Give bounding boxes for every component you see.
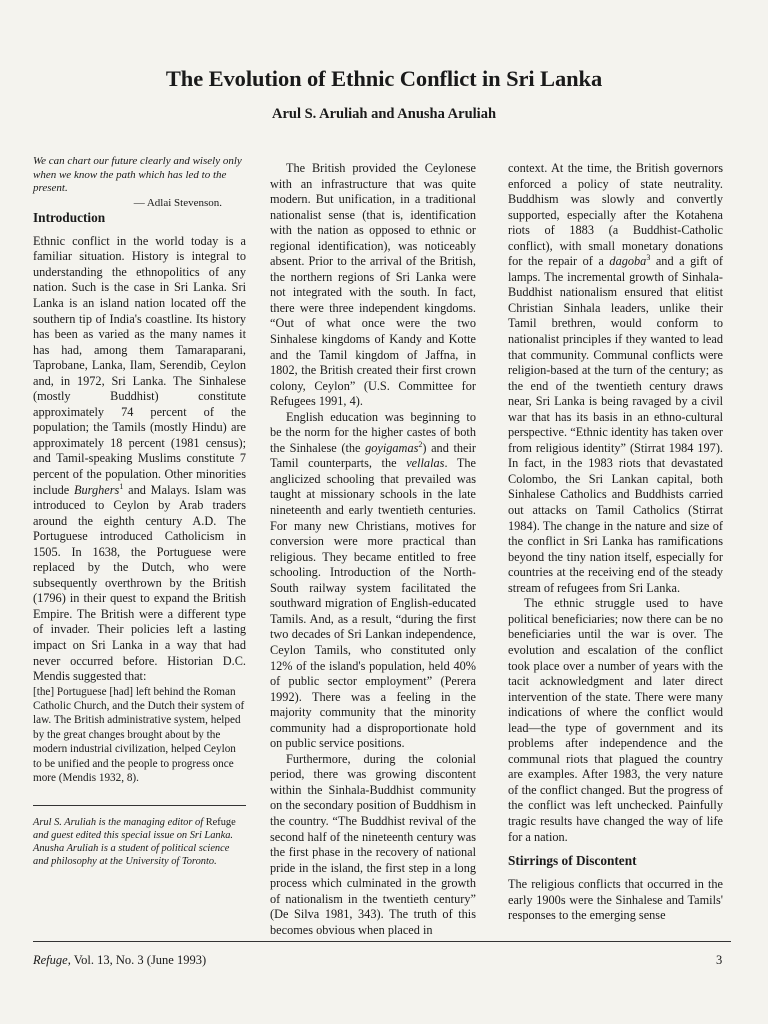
bio-arul-journal: Refuge	[205, 817, 236, 829]
term-goyigamas: goyigamas	[365, 440, 419, 455]
intro-text-b: and Malays. Islam was introduced to Ceylon by Arab traders around the eighth century A.D. The Portuguese introduced Catholicism in 1505. In 1638, the Portuguese were replaced by the Dutch, who were subsequently overthrown by the British (1796) in their quest to expand the British Empire. The British were a different type of invader. Their policies left a lasting impact on Sri Lanka in a way that had never occurred before. Historian D.C. Mendis suggested that:	[33, 482, 246, 684]
footnote-ref-3: 3	[646, 253, 651, 263]
bio-divider	[33, 805, 246, 806]
epigraph-text: We can chart our future clearly and wisely only when we know the path which has led to the present.	[33, 155, 242, 195]
column-1	[33, 155, 246, 868]
block-quote-mendis: [the] Portuguese [had] left behind the Roman Catholic Church, and the Dutch their system of law. The British administrative system, helped by the great changes brought about by the modern industrial civilization, helped Ceylon to be unified and the people to progress once more (Mendis 1932, 8).	[33, 685, 245, 785]
intro-text-a: Ethnic conflict in the world today is a familiar situation. History is integral to understanding the ethnopolitics of any nation. Such is the case in Sri Lanka. Sri Lanka is an island nation located off the southern tip of India's coastline. Its history has been as varied as the many names it has had, among them Tamaraparani, Taprobane, Lanka, Ilam, Serendib, Ceylon and, in 1972, Sri Lanka. The Sinhalese (mostly Buddhist) constitute approximately 74 percent of the population; the Tamils (mostly Hindu) are approximately 18 percent (1981 census); and Tamil-speaking Muslims constitute 7 percent of the population. Other minorities include	[33, 233, 246, 497]
article-authors: Arul S. Aruliah and Anusha Aruliah	[271, 106, 497, 122]
footnote-ref-1: 1	[119, 481, 124, 491]
bio-anusha: Anusha Aruliah is a student of political science and philosophy at the University of Toronto.	[33, 843, 230, 868]
bio-arul-a: Arul S. Aruliah is the managing editor of	[33, 817, 206, 829]
page-number: 3	[716, 953, 723, 967]
col3-p1-a: context. At the time, the British governors enforced a policy of state neutrality. Buddhism was slowly and convertly supported, especially after the Kotahena riots of 1883 (a Buddhist-Catholic conflict), with small monetary donations for the repair of a	[508, 161, 723, 269]
bio-arul	[33, 816, 246, 842]
col3-paragraph-3: The religious conflicts that occurred in the early 1900s were the Sinhalese and Tamils' responses to the emerging sense	[508, 877, 723, 923]
column-2	[270, 161, 476, 938]
term-vellalas: vellalas	[406, 456, 445, 471]
heading-stirrings: Stirrings of Discontent	[508, 853, 637, 869]
col2-paragraph-1: The British provided the Ceylonese with an infrastructure that was quite modern. But unification, in a traditional nationalist sense (that is, identification with the nation as opposed to ethnic or regional identification), was noticeably absent. Prior to the arrival of the British, the northern regions of Sri Lanka were not integrated with the south. In fact, there were three independent kingdoms. “Out of what once were the two Sinhalese kingdoms of Kandy and Kotte and the Tamil kingdom of Jaffna, in 1802, the British created their first crown colony, Ceylon” (U.S. Committee for Refugees 1991, 4).	[270, 161, 476, 409]
footnote-ref-2: 2	[418, 439, 423, 449]
col2-paragraph-3: Furthermore, during the colonial period, there was growing discontent within the Sinhala-Buddhist community on the secondary position of Buddhism in the country. “The Buddhist revival of the second half of the nineteenth century was the first phase in the recovery of national pride in the island, the first step in a long process which culminated in the growth of nationalism in the twentieth century” (De Silva 1981, 343). The truth of this becomes obvious when placed in	[270, 751, 476, 937]
col3-paragraph-2: The ethnic struggle used to have political beneficiaries; now there can be no beneficiaries until the war is over. The evolution and escalation of the conflict took place over a number of years with the tacit acknowledgment and later direct intervention of the state. There were many indications of where the conflict would lead—the type of government and its problems after independence and the communal riots that plagued the country are examples. After 1983, the very nature of the conflict changed. But the progress of the conflict was left unchecked. Painfully tragic results have changed the way of life for a nation.	[508, 596, 723, 844]
column-3	[508, 161, 723, 924]
bio-arul-c: and guest edited this special issue on Sri Lanka.	[33, 830, 234, 842]
term-burghers: Burghers	[74, 482, 120, 497]
footer-issue: , Vol. 13, No. 3 (June 1993)	[67, 953, 207, 967]
col3-paragraph-1	[508, 161, 723, 596]
col2-p2-a: English education was beginning to be the norm for the higher castes of both the Sinhalese (the	[270, 409, 476, 455]
footer-journal: Refuge	[33, 953, 68, 967]
article-title: The Evolution of Ethnic Conflict in Sri Lanka	[165, 66, 603, 91]
col2-paragraph-2	[270, 410, 476, 752]
col2-p2-b: ) and their Tamil counterparts, the	[270, 440, 476, 471]
col2-p2-c: . The anglicized schooling that prevailed was taught at missionary schools in the late nineteenth and early twentieth centuries. For many new Christians, motives for conversion were more practical than religious. They became entitled to free schooling. Introduction of the North-South railway system facilitated the southward migration of English-educated Tamils. And, as a result, “during the first two decades of Sri Lankan independence, Ceylon Tamils, who constituted only 12% of the island's population, held 40% of public sector employment” (Perera 1992). There was a feeling in the majority community that the minority community had a disproportionate hold on public service positions.	[270, 456, 477, 751]
col3-p1-b: and a gift of lamps. The incremental growth of Sinhala-Buddhist nationalism ensured that elitist Christian Sinhala leaders, unlike their Tamil brethren, would conform to nationalist principles if they wanted to lead that community. Communal conflicts were religion-based at the turn of the century; as the end of the twentieth century draws near, Sri Lanka is being ravaged by a civil war that has its basis in an ethno-cultural perspective. “Ethnic identity has taken over from religious identity” (Stirrat 1984 197). In fact, in the 1983 riots that devastated Colombo, the Sri Lankan capital, both Sinhalese Catholics and Buddhists carried out attacks on Tamil Catholics (Stirrat 1984). The change in the nature and size of the conflict in Sri Lanka has ramifications beyond the tiny nation itself, especially for countries at the receiving end of the steady stream of refugees from Sri Lanka.	[508, 254, 723, 595]
footer-divider	[33, 941, 731, 942]
intro-paragraph	[33, 234, 246, 685]
heading-introduction: Introduction	[33, 209, 106, 225]
footer-citation	[33, 953, 206, 968]
term-dagoba: dagoba	[609, 254, 647, 269]
epigraph-attribution: — Adlai Stevenson.	[133, 196, 222, 209]
